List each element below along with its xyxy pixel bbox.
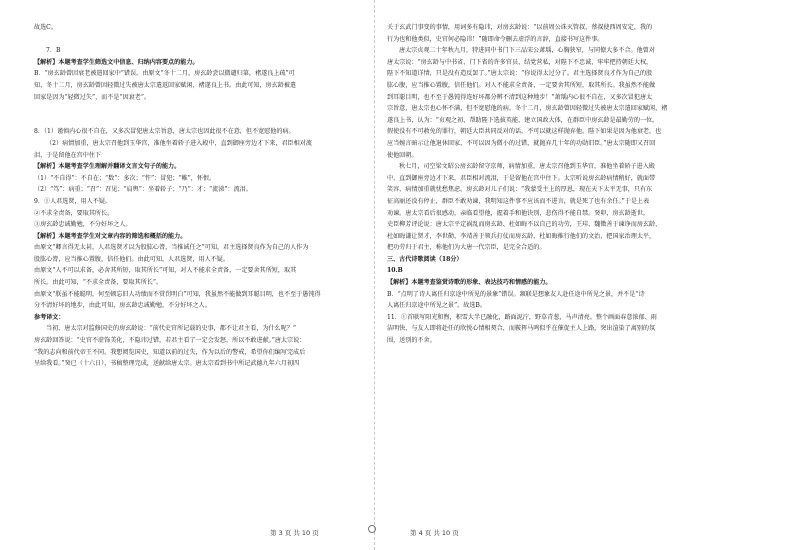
text-line: “我的志向和前代帝王不同。我想阅览国史，知道以前的过失，作为以后的警戒，希望你们编写完成后 (34, 348, 306, 356)
text-line: 9．①人君选贤，用人不疑。 (34, 197, 112, 205)
text-line: 陛下不知道详情，只是没有造反罢了。”唐太宗说：“你说得太过分了。君主选择贤良才作为自己的股 (387, 70, 653, 78)
text-line: 行为也和他类似，史官何必隐讳！”随即命令删去虚浮的言辞，直接书写这件事。 (387, 35, 604, 43)
text-line: 三、古代诗歌阅读（18分） (387, 255, 463, 263)
text-line: 应当婉言暗示让他退休回家，不可以因为微小的过错，就抛弃几十年的功勋旧臣。”唐太宗随即又召回 (387, 139, 656, 147)
text-line: 10.B (387, 267, 403, 275)
text-line: 8．（1）谨慎内心很不自在，又多次冒犯唐太宗旨意，唐太宗也因此很不在意，但不宽慰他的病。 (34, 128, 295, 136)
spacer (34, 115, 362, 127)
left-page (0, 0, 376, 550)
text-line: 由原文“朕虽不能聪明，何至顿忘旧人功绩而不赏罚明白”可知，我虽然不能做到耳聪目明，也不至于愚钝得 (34, 290, 321, 298)
text-line: B．“点明了诗人离任归京途中所见的景象”错误。颔联是想象友人赴任途中所见之景，并不是“诗 (387, 290, 645, 298)
text-line: 关于玄武门事变的事情，用词多有隐讳，对房玄龄说：“以前周公诛灭管叔、蔡叔使西周安定，我的 (387, 24, 653, 31)
text-line: 房玄龄回答说：“史官不虚饰美化，不隐讳过错，若君主看了一定会发怒，所以不敢进献。”唐太宗说： (34, 337, 306, 345)
text-line: 唐太宗说：“房玄龄与中书省、门下省的许多官员，结党营私，对陛下不忠诚，牢牢把持朝廷大权， (387, 58, 653, 66)
text-line: 中，直到御座旁边才下来，君臣相对流泪，于是留他在宫中住下。太宗听说房玄龄病情稍好，就面带 (387, 174, 656, 182)
text-line: 所长。由此可知，“不求全责备，要取其所长”。 (34, 279, 163, 287)
text-line: 秋七月，司空梁文昭公房玄龄留守京师，病情加重，唐太宗召他到玉华宫，准他坐着轿子进入殿 (399, 163, 655, 171)
text-line: 人离任归京途中所见之景”。故选B。 (387, 302, 486, 310)
text-line: 遂良上书，认为：“贞观之初，帮助陛下选拔英能，建立国政大体，在群臣中房玄龄是最勤劳的一位。 (387, 116, 659, 124)
text-line: 故选C。 (34, 24, 57, 31)
text-line: 肱心腹，应当推心置腹，信任他们。对人不能求全责备，一定要舍其所短，取其所长。我虽然不能做 (387, 81, 656, 89)
text-line: 假使没有不可赦免的罪行，朝廷大臣共同反对的话，不可以就这样抛弃他。陛下如果是因为他衰老，也 (387, 128, 662, 136)
text-line: 【解析】本题考查学生对文章内容的筛选和概括的能力。 (34, 232, 187, 240)
text-line: 到耳聪目明，也不至于愚钝得连好坏都分辨不清到这种地步！”萧瑀内心很不自在，又多次冒犯唐太 (387, 93, 653, 101)
text-line: 由原文“人不可以求备，必舍其所短，取其所长”可知，对人不能求全责备，一定要舍其所短，取其 (34, 267, 297, 275)
text-line: 劝谏。唐太宗看后很感动，亲临看望他，握着手和他诀别，悲伤得不能自禁。癸卯，房玄龄逝世。 (387, 209, 650, 217)
spacer (34, 103, 362, 115)
text-line: 回家是因为“轻微过失”，而不是“因衰老”。 (34, 93, 151, 101)
text-line: （2）“笃”：病重；“召”：召见；“肩舆”：坐着轿子；“乃”：才；“流涕”：流泪。 (34, 186, 252, 194)
text-line: 参考译文： (34, 313, 65, 321)
page-footer-left: 第 3 页 共 10 页 (270, 529, 319, 537)
text-line: 使他回朝。 (387, 151, 418, 159)
text-line: 7．B (46, 47, 61, 55)
text-line: 【解析】本题考查学生筛选文中信息、归纳内容要点的能力。 (34, 58, 199, 66)
text-line: 【解析】本题考查鉴赏诗歌的形象、表达技巧和情感的能力。 (387, 279, 552, 287)
binding-circle-icon (368, 525, 376, 533)
text-line: 围，送别的不舍。 (387, 337, 436, 345)
text-line: B．“房玄龄曾因衰老被遣回家中”错误。由原文“冬十二月，房玄龄尝以微谴归第，褚遂良上疏”可 (34, 70, 295, 78)
text-line: 唐太宗贞观二十年秋九月，特进同中书门下三品宋公萧瑀，心胸狭窄，与同僚大多不合。他曾对 (399, 47, 655, 55)
text-line: 笑容，病情加重就忧愁焦虑。房玄龄对儿子们说：“我蒙受主上的厚恩，现在天下太平无事，只有东 (387, 186, 653, 194)
text-line: 知，冬十二月，房玄龄曾因轻微过失被唐太宗遣返回家赋闲，褚遂良上书。由此可知，房玄龄被遣 (34, 81, 297, 89)
text-line: 分不清好坏的地步，由此可知，房玄龄忠诚勤勉，不分好坏之人。 (34, 302, 211, 310)
text-line: ③房玄龄忠诚勤勉，不分好坏之人。 (34, 221, 132, 229)
text-line: 由原文“卿言得无太甚，人君选贤才以为股肱心膂，当推诚任之”可知，君主选择贤良作为自己的人作为 (34, 244, 309, 252)
text-line: 呈给我看。”癸已（十六日），书稿整理完成，送献给唐太宗。唐太宗看到书中所记武德九年六月初四 (34, 360, 300, 368)
spacer (34, 34, 362, 46)
page-footer-right: 第 4 页 共 10 页 (410, 529, 459, 537)
right-page (374, 0, 794, 550)
text-line: （2）病情加重，唐太宗召他到玉华宫，准他坐着轿子进入殿中，直到御座旁边才下来，君臣相对流 (46, 139, 312, 147)
text-line: 杜如晦谦让贤才，李世勣、李靖善于领兵打仗而房玄龄、杜如晦推行他们的文治，把国家治理太平， (387, 232, 656, 240)
text-line: 泪，于是留他在宫中住下 (34, 151, 102, 159)
text-line: 【解析】本题考查学生理解并翻译文言文句子的能力。 (34, 163, 181, 171)
text-line: 把功劳归于君主，称他们为大唐一代宗臣，是完全合适的。 (387, 244, 546, 252)
text-line: ②不求全责备，要取其所长。 (34, 209, 114, 217)
text-line: 当初，唐太宗对监修国史的房玄龄说：“前代史官所记载的史事，都不让君主看，为什么呢？” (46, 325, 296, 333)
text-line: 股肱心膂，应当推心置腹，信任他们。由此可知，人君选贤，用人不疑。 (34, 255, 229, 263)
text-line: 史臣柳芳评论说：唐太宗平定祸乱而房玄龄、杜如晦不以自己的功劳，王珪、魏徵善于谏诤而房玄龄、 (387, 221, 662, 229)
text-line: 征高丽还没有停止，群臣不敢劝谏，我明知这件事不应该而不进言，就是死了也有余任。”于是上表 (387, 197, 650, 205)
text-line: （1）“不自得”：不自在；“数”：多次；“忤”：冒犯；“帷”，怀恨。 (34, 174, 216, 182)
text-line: 洁明快，与友人即将赴任的欣悦心情相契合，而鞍挥马鸣似乎在催促主人上路，突出渲染了离别的氛 (387, 325, 656, 333)
text-line: 宗旨意，唐太宗也心怀不满，但不宽慰他的病。冬十二月，房玄龄曾因轻微过失被唐太宗遣回家赋闲，褚 (387, 105, 668, 113)
text-line: 11．①首联写阳光和煦，积雪大半已融化，路面泥泞，野草青葱，马声清亮。整个画面春意浓郁、雨 (387, 313, 657, 321)
